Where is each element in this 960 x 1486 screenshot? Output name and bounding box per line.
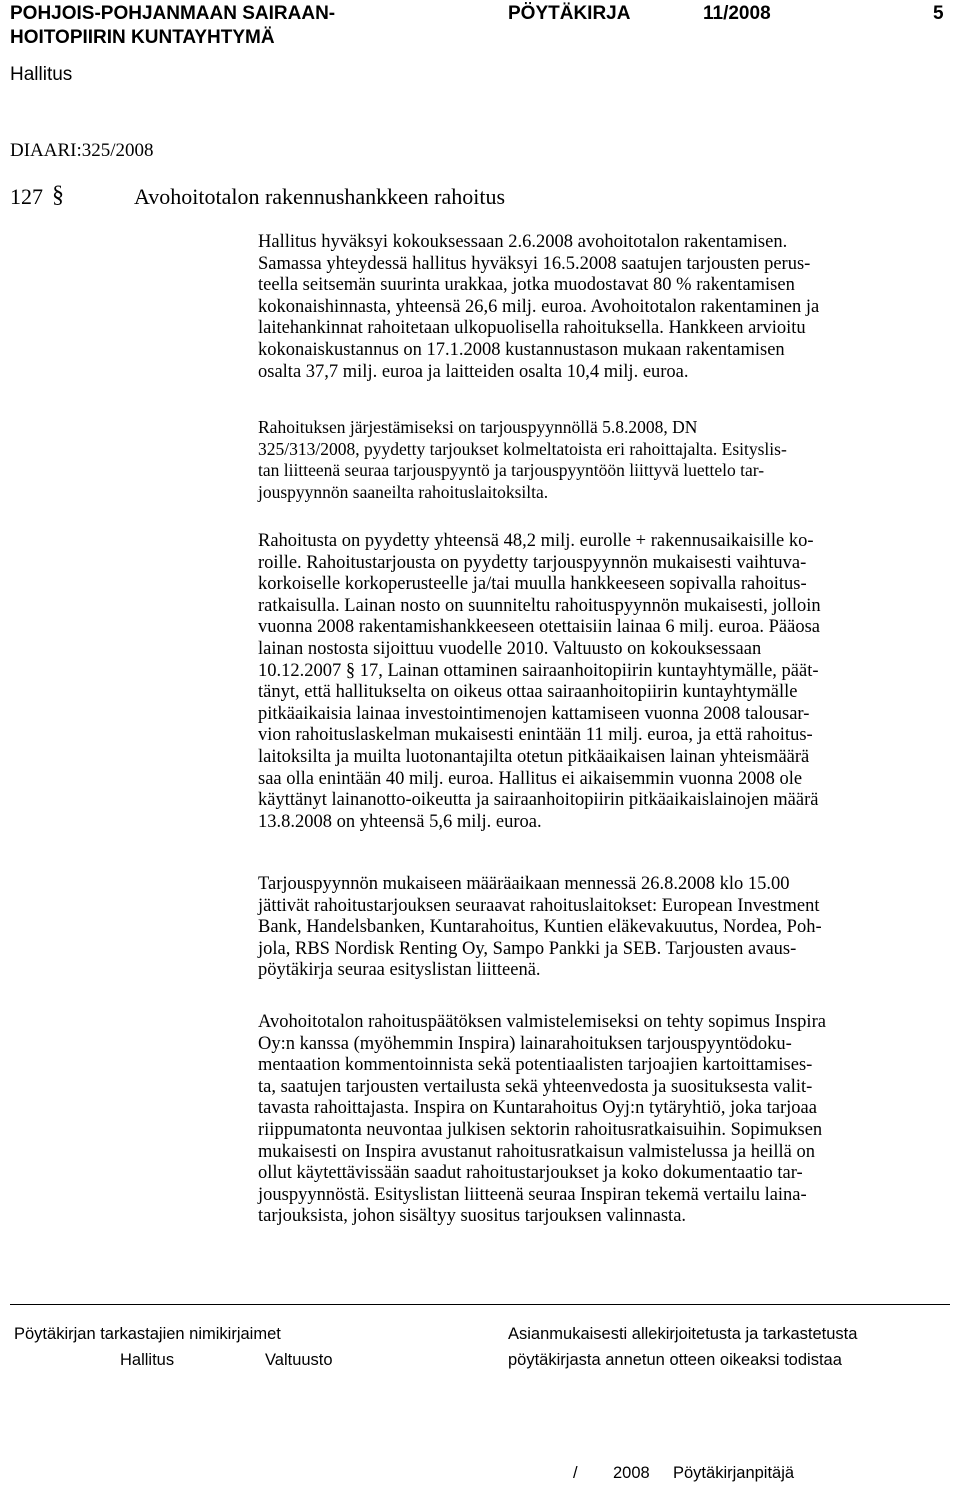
paragraph-line: jouspyynnön saaneilta rahoituslaitoksilta. [258, 481, 549, 502]
section-number: 127 [10, 184, 43, 209]
paragraph-line: Hallitus hyväksyi kokouksessaan 2.6.2008 avohoitotalon rakentamisen. [258, 232, 788, 252]
paragraph-line: Tarjouspyynnön mukaiseen määräaikaan mennessä 26.8.2008 klo 15.00 [258, 874, 790, 894]
paragraph-2 [258, 417, 952, 503]
paragraph-line: lainan nostosta sijoittuu vuodelle 2010. Valtuusto on kokouksessaan [258, 638, 762, 659]
paragraph-line: Avohoitotalon rahoituspäätöksen valmistelemiseksi on tehty sopimus Inspira [258, 1012, 826, 1032]
paragraph-line: mentaation kommentoinnista sekä potentiaalisten tarjoajien kartoittamises- [258, 1055, 813, 1076]
diaari-number: DIAARI:325/2008 [10, 140, 154, 161]
paragraph-line: roille. Rahoitustarjousta on pyydetty tarjouspyynnön mukaisesti vaihtuva- [258, 552, 807, 573]
paragraph-line: ta, saatujen tarjousten vertailusta sekä yhteenvedosta ja suosituksesta valit- [258, 1076, 813, 1097]
section-symbol: § [52, 182, 64, 208]
governing-body: Hallitus [10, 64, 73, 85]
paragraph-line: kokonaishinnasta, yhteensä 26,6 milj. euroa. Avohoitotalon rakentaminen ja [258, 296, 820, 317]
paragraph-line: mukaisesti on Inspira avustanut rahoitusratkaisun valmistelussa ja heillä on [258, 1141, 815, 1162]
paragraph-line: tarjouksista, johon sisältyy suositus tarjouksen valinnasta. [258, 1206, 687, 1227]
footer-inspector-hallitus: Hallitus [120, 1351, 175, 1369]
paragraph-line: pöytäkirja seuraa esityslistan liitteenä. [258, 960, 541, 981]
paragraph-line: jättivät rahoitustarjouksen seuraavat rahoituslaitokset: European Investment [258, 895, 820, 916]
paragraph-line: Rahoituksen järjestämiseksi on tarjouspyynnöllä 5.8.2008, DN [258, 417, 698, 437]
paragraph-4 [258, 874, 952, 982]
paragraph-line: ratkaisulla. Lainan nosto on suunniteltu rahoituspyynnön mukaisesti, jolloin [258, 595, 821, 616]
paragraph-3 [258, 531, 952, 833]
paragraph-line: tavasta rahoittajasta. Inspira on Kuntarahoitus Oyj:n tytäryhtiö, joka tarjoaa [258, 1098, 817, 1119]
footer-date-slash: / [573, 1464, 578, 1482]
paragraph-line: pitkäaikaisia lainaa investointimenojen kattamiseen vuonna 2008 talousar- [258, 703, 810, 724]
page-number: 5 [933, 3, 944, 24]
paragraph-line: tänyt, että hallitukselta on oikeus ottaa sairaanhoitopiirin kuntayhtymälle [258, 682, 798, 703]
paragraph-line: Samassa yhteydessä hallitus hyväksyi 16.5.2008 saatujen tarjousten perus- [258, 253, 811, 274]
paragraph-line: riippumatonta neuvontaa julkisen sektorin rahoitusratkaisuihin. Sopimuksen [258, 1119, 823, 1140]
footer-inspector-valtuusto: Valtuusto [265, 1351, 333, 1369]
footer-divider [10, 1304, 950, 1305]
paragraph-5 [258, 1012, 952, 1228]
paragraph-line: 10.12.2007 § 17, Lainan ottaminen sairaanhoitopiirin kuntayhtymälle, päät- [258, 660, 819, 681]
document-type: PÖYTÄKIRJA [508, 3, 631, 24]
organization-name-line2: HOITOPIIRIN KUNTAYHTYMÄ [10, 27, 275, 48]
paragraph-line: osalta 37,7 milj. euroa ja laitteiden osalta 10,4 milj. euroa. [258, 361, 689, 382]
paragraph-line: teella seitsemän suurinta urakkaa, jotka muodostavat 80 % rakentamisen [258, 275, 795, 296]
paragraph-line: Rahoitusta on pyydetty yhteensä 48,2 milj. eurolle + rakennusaikaisille ko- [258, 531, 814, 551]
footer-signature-label: Pöytäkirjanpitäjä [673, 1464, 795, 1482]
footer-certification-line2: pöytäkirjasta annetun otteen oikeaksi todistaa [508, 1351, 842, 1369]
paragraph-line: laitehankinnat rahoitetaan ulkopuolisella rahoituksella. Hankkeen arvioitu [258, 318, 806, 339]
paragraph-line: saa olla enintään 40 milj. euroa. Hallitus ei aikaisemmin vuonna 2008 ole [258, 768, 803, 789]
document-number: 11/2008 [703, 3, 771, 24]
organization-name-line1: POHJOIS-POHJANMAAN SAIRAAN- [10, 3, 336, 24]
paragraph-line: vion rahoituslaskelman mukaisesti enintään 11 milj. euroa, ja että rahoitus- [258, 725, 813, 746]
organization-name [10, 2, 335, 50]
footer-inspectors-title: Pöytäkirjan tarkastajien nimikirjaimet [14, 1325, 281, 1343]
paragraph-1 [258, 232, 952, 383]
paragraph-line: ollut käytettävissään saadut rahoitustarjoukset ja koko dokumentaatio tar- [258, 1163, 803, 1184]
paragraph-line: korkoiselle korkoperusteelle ja/tai muulla hankkeeseen sopivalla rahoitus- [258, 574, 807, 595]
footer-certification-line1: Asianmukaisesti allekirjoitetusta ja tarkastetusta [508, 1325, 858, 1343]
paragraph-line: vuonna 2008 rakentamishankkeeseen otettaisiin lainaa 6 milj. euroa. Pääosa [258, 617, 821, 638]
paragraph-line: laitoksilta ja muilta luotonantajilta otetun pitkäaikaisen lainan yhteismäärä [258, 746, 810, 767]
paragraph-line: tan liitteenä seuraa tarjouspyyntö ja tarjouspyyntöön liittyvä luettelo tar- [258, 460, 765, 481]
paragraph-line: 325/313/2008, pyydetty tarjoukset kolmeltatoista eri rahoittajalta. Esityslis- [258, 438, 787, 459]
paragraph-line: jola, RBS Nordisk Renting Oy, Sampo Pankki ja SEB. Tarjousten avaus- [258, 938, 797, 959]
footer-year: 2008 [613, 1464, 650, 1482]
paragraph-line: kokonaiskustannus on 17.1.2008 kustannustason mukaan rakentamisen [258, 339, 785, 360]
paragraph-line: 13.8.2008 on yhteensä 5,6 milj. euroa. [258, 811, 542, 832]
paragraph-line: Oy:n kanssa (myöhemmin Inspira) lainarahoituksen tarjouspyyntödoku- [258, 1033, 792, 1054]
paragraph-line: jouspyynnöstä. Esityslistan liitteenä seuraa Inspiran tekemä vertailu laina- [258, 1184, 807, 1205]
section-title: Avohoitotalon rakennushankkeen rahoitus [134, 184, 506, 209]
paragraph-line: käyttänyt lainanotto-oikeutta ja sairaanhoitopiirin pitkäaikaislainojen määrä [258, 790, 819, 811]
paragraph-line: Bank, Handelsbanken, Kuntarahoitus, Kuntien eläkevakuutus, Nordea, Poh- [258, 917, 822, 938]
